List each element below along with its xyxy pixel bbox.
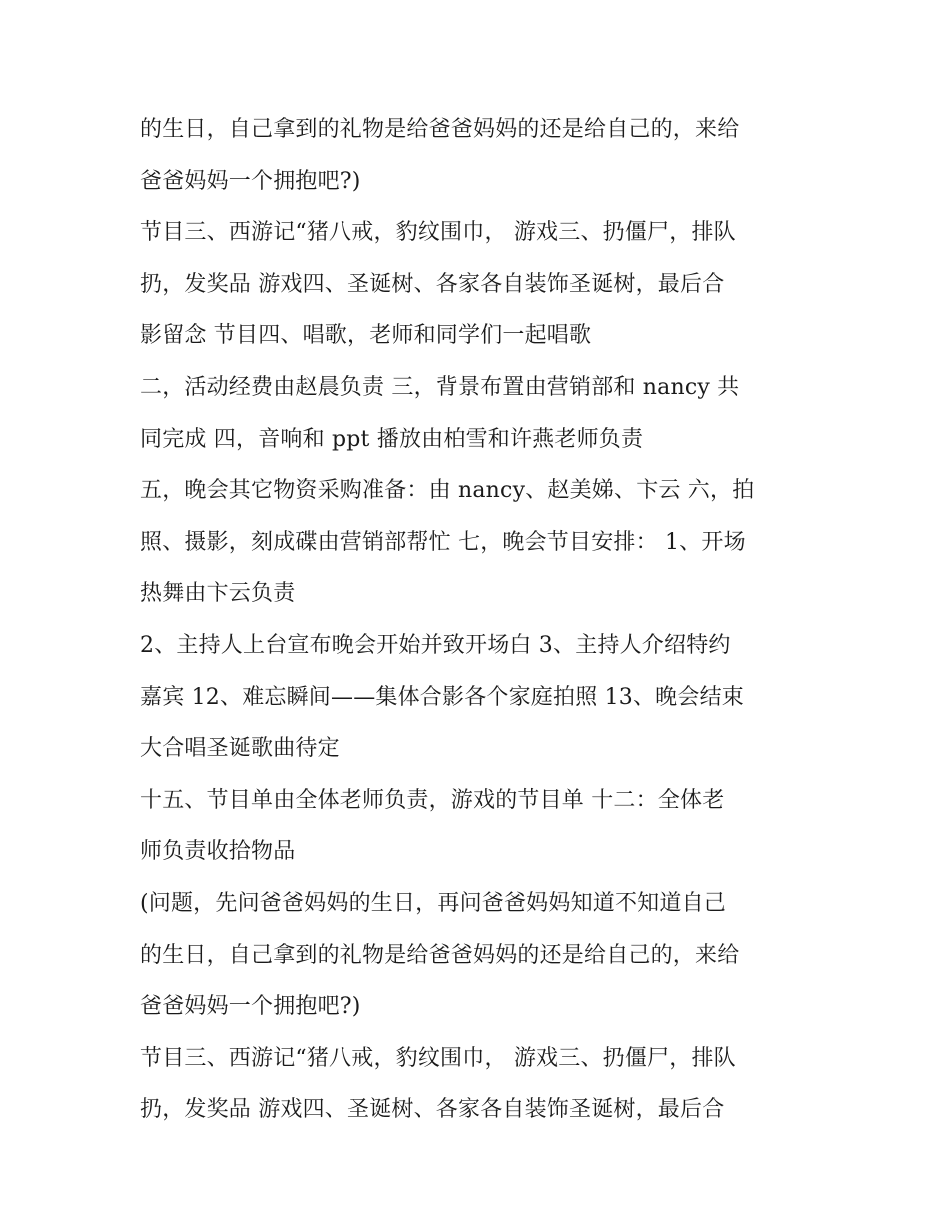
text-line: 同完成 四，音响和 ppt 播放由柏雪和许燕老师负责 bbox=[140, 426, 644, 452]
text-line: 热舞由卞云负责 bbox=[140, 581, 296, 607]
text-line: 爸爸妈妈一个拥抱吧?) bbox=[140, 168, 361, 194]
text-line: 扔，发奖品 游戏四、圣诞树、各家各自装饰圣诞树，最后合 bbox=[140, 271, 725, 297]
text-line: 大合唱圣诞歌曲待定 bbox=[140, 736, 340, 762]
text-line: 的生日，自己拿到的礼物是给爸爸妈妈的还是给自己的，来给 bbox=[140, 117, 740, 142]
text-line: 爸爸妈妈一个拥抱吧?) bbox=[140, 994, 361, 1020]
text-line: 十五、节目单由全体老师负责，游戏的节目单 十二：全体老 bbox=[140, 787, 725, 813]
text-line: 节目三、西游记“猪八戒，豹纹围巾， 游戏三、扔僵尸，排队 bbox=[140, 1045, 736, 1071]
text-line: 节目三、西游记“猪八戒，豹纹围巾， 游戏三、扔僵尸，排队 bbox=[140, 220, 736, 246]
document-body bbox=[140, 104, 820, 1136]
text-line: 师负责收拾物品 bbox=[140, 839, 296, 865]
text-line: 扔，发奖品 游戏四、圣诞树、各家各自装饰圣诞树，最后合 bbox=[140, 1097, 725, 1123]
text-line: 2、主持人上台宣布晚会开始并致开场白 3、主持人介绍特约 bbox=[140, 632, 731, 658]
text-line: 的生日，自己拿到的礼物是给爸爸妈妈的还是给自己的，来给 bbox=[140, 942, 740, 968]
text-line: 照、摄影，刻成碟由营销部帮忙 七，晚会节目安排： 1、开场 bbox=[140, 529, 746, 555]
text-line: 二，活动经费由赵晨负责 三，背景布置由营销部和 nancy 共 bbox=[140, 374, 740, 400]
text-line: 五，晚会其它物资采购准备：由 nancy、赵美娣、卞云 六，拍 bbox=[140, 478, 755, 504]
text-line: 嘉宾 12、难忘瞬间——集体合影各个家庭拍照 13、晚会结束 bbox=[140, 684, 744, 710]
text-line: (问题，先问爸爸妈妈的生日，再问爸爸妈妈知道不知道自己 bbox=[140, 890, 726, 916]
text-line: 影留念 节目四、唱歌，老师和同学们一起唱歌 bbox=[140, 323, 592, 349]
